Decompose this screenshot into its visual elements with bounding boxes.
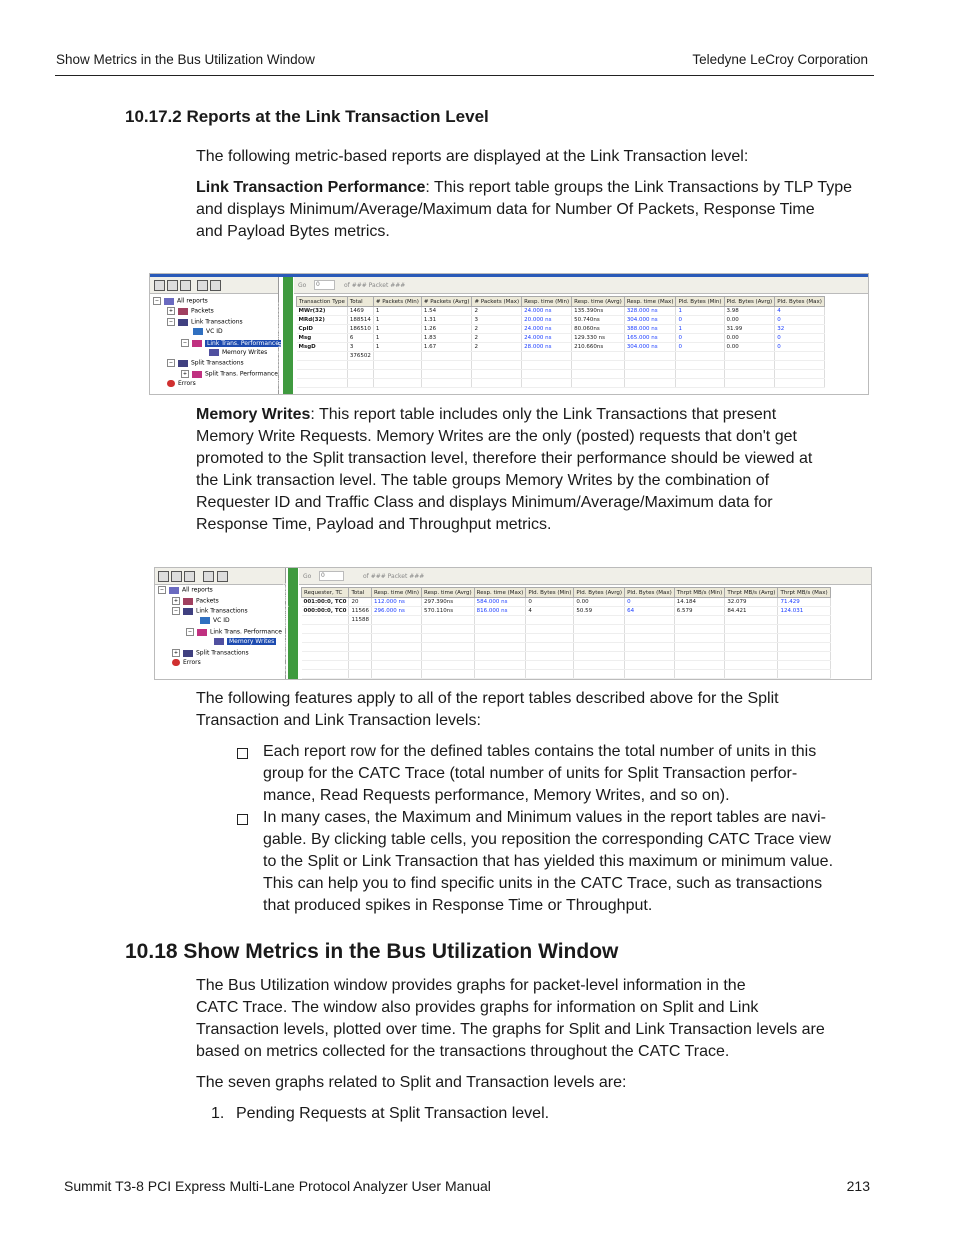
- ltp-line-2: and displays Minimum/Average/Maximum data for Number Of Packets, Response Time: [196, 201, 815, 218]
- table-cell: [373, 352, 421, 361]
- table-cell: MsgD: [297, 343, 348, 352]
- col-header[interactable]: Pld. Bytes (Min): [676, 297, 724, 307]
- running-header-title: Show Metrics in the Bus Utilization Window: [56, 52, 315, 67]
- col-header[interactable]: Thrpt MB/s (Min): [674, 588, 725, 598]
- open-icon[interactable]: [171, 571, 182, 582]
- bullet-2-line: gable. By clicking table cells, you reposition the corresponding CATC Trace view: [263, 831, 831, 848]
- tree-item-vc-id[interactable]: VC ID: [193, 328, 223, 335]
- save-icon[interactable]: [154, 280, 165, 291]
- table-cell: 80.060ns: [572, 325, 625, 334]
- table-cell[interactable]: 304.000 ns: [624, 343, 676, 352]
- table-cell[interactable]: 304.000 ns: [624, 316, 676, 325]
- table-cell: 188514: [347, 316, 373, 325]
- table-cell: 0.00: [724, 334, 775, 343]
- link-trans-performance-screenshot: [149, 273, 869, 395]
- table-cell: 1: [373, 316, 421, 325]
- report-tree-panel: [155, 568, 286, 679]
- table-cell: 2: [472, 325, 522, 334]
- footer-manual-title: Summit T3-8 PCI Express Multi-Lane Protocol Analyzer User Manual: [64, 1178, 491, 1194]
- table-row[interactable]: [297, 352, 825, 361]
- col-header[interactable]: # Packets (Avrg): [421, 297, 472, 307]
- intro-paragraph: The following metric-based reports are displayed at the Link Transaction level:: [196, 148, 749, 165]
- report-grid-panel: [299, 568, 871, 679]
- table-cell: 186510: [347, 325, 373, 334]
- table-cell: 376502: [347, 352, 373, 361]
- table-cell[interactable]: 4: [775, 307, 825, 316]
- tree-item-all-reports[interactable]: − All reports: [159, 586, 213, 594]
- bus-util-line: Transaction levels, plotted over time. The graphs for Split and Link Transaction levels are: [196, 1021, 825, 1038]
- ltp-paragraph: [196, 177, 872, 243]
- mw-line-6: Response Time, Payload and Throughput metrics.: [196, 516, 552, 533]
- ltp-line-1: : This report table groups the Link Transactions by TLP Type: [425, 179, 853, 196]
- table-cell: [526, 616, 574, 625]
- goto-label: Go: [303, 573, 312, 580]
- mw-line-2: Memory Write Requests. Memory Writes are the only (posted) requests that don't get: [196, 428, 797, 445]
- list-number: 1.: [211, 1105, 225, 1122]
- col-header[interactable]: Transaction Type: [297, 297, 348, 307]
- tree-item-errors[interactable]: Errors: [167, 380, 196, 387]
- table-cell[interactable]: 165.000 ns: [624, 334, 676, 343]
- features-line-2: Transaction and Link Transaction levels:: [196, 712, 481, 729]
- tree-item-packets[interactable]: + Packets: [168, 307, 214, 315]
- table-cell[interactable]: 584.000 ns: [474, 598, 526, 607]
- section-heading-10-17-2: 10.17.2 Reports at the Link Transaction Level: [125, 107, 489, 126]
- table-cell: [572, 352, 625, 361]
- table-cell[interactable]: 24.000 ns: [522, 307, 572, 316]
- tree-item-split-transactions[interactable]: − Split Transactions: [168, 359, 244, 367]
- tree-item-memory-writes[interactable]: Memory Writes: [209, 349, 267, 356]
- col-header[interactable]: Resp. time (Min): [522, 297, 572, 307]
- table-cell: 50.740ns: [572, 316, 625, 325]
- table-cell: 2: [472, 343, 522, 352]
- tree-item-link-transactions[interactable]: − Link Transactions: [168, 318, 243, 326]
- bus-util-line: CATC Trace. The window also provides graphs for information on Split and Link: [196, 999, 759, 1016]
- table-cell: 001:00:0, TC0: [302, 598, 349, 607]
- table-cell[interactable]: 71.429: [778, 598, 830, 607]
- tree-item-link-trans-performance[interactable]: − Link Trans. Performance: [182, 339, 279, 347]
- table-cell[interactable]: 1: [676, 307, 724, 316]
- table-row[interactable]: [302, 598, 831, 607]
- link-trans-performance-table: [296, 296, 825, 388]
- col-header[interactable]: # Packets (Max): [472, 297, 522, 307]
- table-cell: [297, 352, 348, 361]
- mw-line-1: : This report table includes only the Link Transactions that present: [310, 406, 777, 423]
- bus-util-line: The Bus Utilization window provides graphs for packet-level information in the: [196, 977, 746, 994]
- table-row-empty: [302, 670, 831, 679]
- table-cell[interactable]: [522, 352, 572, 361]
- features-paragraph: [196, 688, 872, 732]
- table-cell[interactable]: [371, 616, 421, 625]
- table-cell: 0: [526, 598, 574, 607]
- table-cell[interactable]: 0: [775, 334, 825, 343]
- report-grid-panel: [294, 277, 868, 394]
- table-cell[interactable]: 64: [625, 607, 675, 616]
- table-cell[interactable]: 112.000 ns: [371, 598, 421, 607]
- tree-item-vc-id[interactable]: VC ID: [200, 617, 230, 624]
- seven-graphs-paragraph: The seven graphs related to Split and Transaction levels are:: [196, 1074, 627, 1091]
- table-row[interactable]: [302, 607, 831, 616]
- table-cell: 2: [472, 307, 522, 316]
- table-row-empty: [297, 361, 825, 370]
- table-cell[interactable]: [676, 352, 724, 361]
- table-cell[interactable]: 28.000 ns: [522, 343, 572, 352]
- table-cell: 0.00: [724, 316, 775, 325]
- table-cell: 0.00: [724, 343, 775, 352]
- table-cell: 11566: [349, 607, 372, 616]
- section-heading-10-18: 10.18 Show Metrics in the Bus Utilization Window: [125, 940, 619, 963]
- bullet-2-line: to the Split or Link Transaction that has yielded this maximum or minimum value.: [263, 853, 834, 870]
- table-cell: 3: [347, 343, 373, 352]
- table-cell[interactable]: 0: [676, 343, 724, 352]
- col-header[interactable]: Pld. Bytes (Min): [526, 588, 574, 598]
- list-item-1: Pending Requests at Split Transaction level.: [236, 1105, 550, 1122]
- table-cell: [302, 616, 349, 625]
- ltp-term: Link Transaction Performance: [196, 179, 426, 196]
- table-cell[interactable]: [775, 352, 825, 361]
- features-line-1: The following features apply to all of the report tables described above for the Split: [196, 690, 779, 707]
- table-row-empty: [302, 661, 831, 670]
- table-row-empty: [297, 370, 825, 379]
- table-cell: 3: [472, 316, 522, 325]
- table-cell: 297.390ns: [422, 598, 475, 607]
- tree-item-all-reports[interactable]: − All reports: [154, 297, 208, 305]
- table-cell: 20: [349, 598, 372, 607]
- table-row[interactable]: [297, 316, 825, 325]
- col-header[interactable]: Requester, TC: [302, 588, 349, 598]
- table-header-row: [297, 297, 825, 307]
- mw-line-5: Requester ID and Traffic Class and displays Minimum/Average/Maximum data for: [196, 494, 773, 511]
- table-cell: 1: [373, 307, 421, 316]
- bullet-2-line: This can help you to find specific units in the CATC Trace, such as transactions: [263, 875, 823, 892]
- tree-item-errors[interactable]: Errors: [172, 659, 201, 666]
- mw-line-3: promoted to the Split transaction level, therefore their performance should be viewed at: [196, 450, 813, 467]
- table-cell: 6: [347, 334, 373, 343]
- report-tree-panel: [150, 277, 279, 394]
- tree-item-link-trans-performance[interactable]: − Link Trans. Performance: [187, 628, 282, 636]
- col-header[interactable]: Pld. Bytes (Avrg): [724, 297, 775, 307]
- table-cell[interactable]: 388.000 ns: [624, 325, 676, 334]
- header-rule: [55, 75, 874, 76]
- copy-icon[interactable]: [203, 571, 214, 582]
- table-cell: 129.330 ns: [572, 334, 625, 343]
- col-header[interactable]: Resp. time (Min): [371, 588, 421, 598]
- table-cell: 3.98: [724, 307, 775, 316]
- table-cell: 1.67: [421, 343, 472, 352]
- page-number: 213: [846, 1178, 870, 1194]
- table-cell[interactable]: 20.000 ns: [522, 316, 572, 325]
- table-cell[interactable]: 24.000 ns: [522, 334, 572, 343]
- table-cell: 000:00:0, TC0: [302, 607, 349, 616]
- tree-item-memory-writes[interactable]: Memory Writes: [214, 638, 276, 645]
- col-header[interactable]: Thrpt MB/s (Avrg): [725, 588, 778, 598]
- tree-item-link-transactions[interactable]: − Link Transactions: [173, 607, 248, 615]
- table-cell: 0.00: [574, 598, 625, 607]
- goto-bar: [294, 277, 868, 294]
- table-row-empty: [302, 652, 831, 661]
- col-header[interactable]: Total: [349, 588, 372, 598]
- col-header[interactable]: Total: [347, 297, 373, 307]
- col-header[interactable]: Pld. Bytes (Max): [775, 297, 825, 307]
- table-row[interactable]: [302, 616, 831, 625]
- table-cell: MRd(32): [297, 316, 348, 325]
- running-header-company: Teledyne LeCroy Corporation: [692, 52, 868, 67]
- table-cell: [725, 616, 778, 625]
- col-header[interactable]: # Packets (Min): [373, 297, 421, 307]
- report-vertical-tab[interactable]: Link Transacti...Memory Writes: [288, 568, 298, 679]
- bullet-1-line: mance, Read Requests performance, Memory Writes, and so on).: [263, 787, 730, 804]
- goto-input[interactable]: 0: [314, 280, 335, 290]
- tree-toolbar: [150, 277, 278, 294]
- table-cell: 2: [472, 334, 522, 343]
- save-icon[interactable]: [158, 571, 169, 582]
- table-cell: 1: [373, 325, 421, 334]
- copy-icon[interactable]: [197, 280, 208, 291]
- bullet-2-line: In many cases, the Maximum and Minimum values in the report tables are navi-: [263, 809, 826, 826]
- table-cell: CplD: [297, 325, 348, 334]
- table-cell: 50.59: [574, 607, 625, 616]
- table-cell[interactable]: 0: [676, 334, 724, 343]
- table-row[interactable]: [297, 343, 825, 352]
- table-cell[interactable]: [624, 352, 676, 361]
- table-row-empty: [302, 643, 831, 652]
- memory-writes-paragraph: [196, 404, 872, 536]
- goto-hint: of ### Packet ###: [363, 573, 425, 580]
- table-cell: [724, 352, 775, 361]
- table-cell: [674, 616, 725, 625]
- table-cell[interactable]: 816.000 ns: [474, 607, 526, 616]
- table-row[interactable]: [297, 325, 825, 334]
- table-cell: 1469: [347, 307, 373, 316]
- bullet-1-line: Each report row for the defined tables contains the total number of units in this: [263, 743, 817, 760]
- table-cell[interactable]: 124.031: [778, 607, 830, 616]
- col-header[interactable]: Resp. time (Avrg): [572, 297, 625, 307]
- table-cell[interactable]: [778, 616, 830, 625]
- table-cell[interactable]: 0: [625, 598, 675, 607]
- goto-input[interactable]: 0: [319, 571, 344, 581]
- tree-toolbar: [155, 568, 285, 585]
- bus-util-line: based on metrics collected for the transactions throughout the CATC Trace.: [196, 1043, 730, 1060]
- col-header[interactable]: Resp. time (Max): [624, 297, 676, 307]
- table-cell: MWr(32): [297, 307, 348, 316]
- table-cell[interactable]: [625, 616, 675, 625]
- table-cell: 1.31: [421, 316, 472, 325]
- table-cell: 6.579: [674, 607, 725, 616]
- col-header[interactable]: Pld. Bytes (Max): [625, 588, 675, 598]
- col-header[interactable]: Resp. time (Avrg): [422, 588, 475, 598]
- table-cell: 31.99: [724, 325, 775, 334]
- col-header[interactable]: Resp. time (Max): [474, 588, 526, 598]
- table-cell: 84.421: [725, 607, 778, 616]
- tree-item-split-trans-performance[interactable]: + Split Trans. Performance: [182, 370, 278, 378]
- table-cell[interactable]: [474, 616, 526, 625]
- bus-utilization-paragraph: [196, 975, 872, 1063]
- table-header-row: [302, 588, 831, 598]
- table-cell[interactable]: 296.000 ns: [371, 607, 421, 616]
- mw-term: Memory Writes: [196, 406, 311, 423]
- bullet-1-line: group for the CATC Trace (total number of units for Split Transaction perfor-: [263, 765, 798, 782]
- tree-item-split-transactions[interactable]: + Split Transactions: [173, 649, 249, 657]
- goto-bar: [299, 568, 871, 585]
- table-cell: Msg: [297, 334, 348, 343]
- table-cell: [422, 616, 475, 625]
- export-icon[interactable]: [180, 280, 191, 291]
- table-cell: [421, 352, 472, 361]
- table-cell[interactable]: 328.000 ns: [624, 307, 676, 316]
- col-header[interactable]: Pld. Bytes (Avrg): [574, 588, 625, 598]
- table-cell[interactable]: 1: [676, 325, 724, 334]
- report-vertical-tab[interactable]: Link Transaction Performance: [283, 277, 293, 394]
- table-cell: 14.184: [674, 598, 725, 607]
- table-cell: 570.110ns: [422, 607, 475, 616]
- table-row-empty: [302, 634, 831, 643]
- table-cell: 1.83: [421, 334, 472, 343]
- table-cell: 32.079: [725, 598, 778, 607]
- bullet-item-1: [263, 741, 873, 807]
- table-cell[interactable]: 32: [775, 325, 825, 334]
- table-cell: 135.390ns: [572, 307, 625, 316]
- print-icon[interactable]: [217, 571, 228, 582]
- goto-label: Go: [298, 282, 307, 289]
- mw-line-4: the Link transaction level. The table groups Memory Writes by the combination of: [196, 472, 770, 489]
- table-cell: 1: [373, 343, 421, 352]
- table-cell[interactable]: 0: [775, 316, 825, 325]
- memory-writes-table: [301, 587, 831, 679]
- table-cell: 210.660ns: [572, 343, 625, 352]
- bullet-item-2: [263, 807, 873, 917]
- goto-hint: of ### Packet ###: [344, 282, 406, 289]
- export-icon[interactable]: [184, 571, 195, 582]
- table-cell[interactable]: 0: [676, 316, 724, 325]
- print-icon[interactable]: [210, 280, 221, 291]
- bullet-2-line: that produced spikes in Response Time or Throughput.: [263, 897, 653, 914]
- table-cell: 4: [526, 607, 574, 616]
- ltp-line-3: and Payload Bytes metrics.: [196, 223, 390, 240]
- table-cell[interactable]: 0: [775, 343, 825, 352]
- col-header[interactable]: Thrpt MB/s (Max): [778, 588, 830, 598]
- open-icon[interactable]: [167, 280, 178, 291]
- table-cell: 11588: [349, 616, 372, 625]
- memory-writes-screenshot: [154, 567, 872, 680]
- bullet-box-icon: [237, 748, 248, 759]
- table-row-empty: [302, 625, 831, 634]
- table-row[interactable]: [297, 334, 825, 343]
- tree-item-packets[interactable]: + Packets: [173, 597, 219, 605]
- table-cell: [472, 352, 522, 361]
- table-cell: 1.54: [421, 307, 472, 316]
- table-cell[interactable]: 24.000 ns: [522, 325, 572, 334]
- bullet-box-icon: [237, 814, 248, 825]
- table-row-empty: [297, 379, 825, 388]
- table-cell: 1.26: [421, 325, 472, 334]
- table-cell: [574, 616, 625, 625]
- table-cell: 1: [373, 334, 421, 343]
- table-row[interactable]: [297, 307, 825, 316]
